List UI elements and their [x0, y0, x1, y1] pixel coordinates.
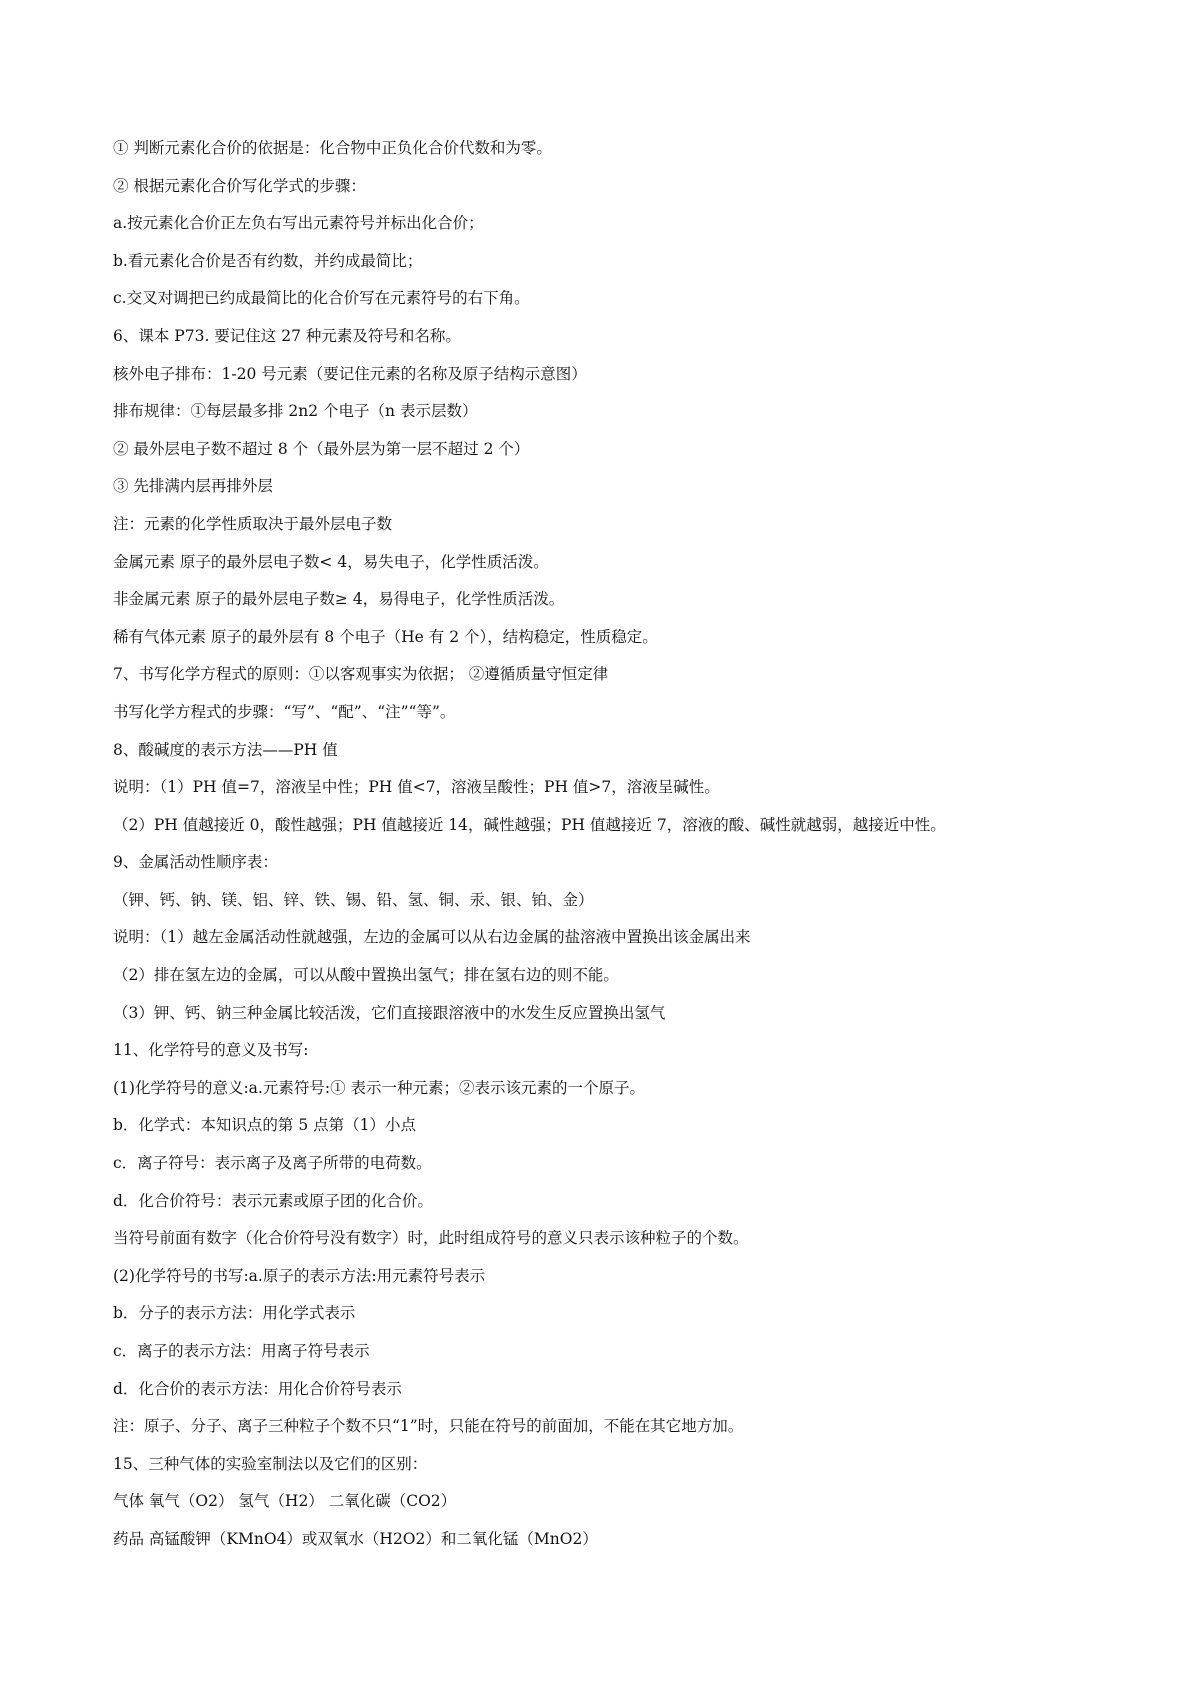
text-line: c.交叉对调把已约成最简比的化合价写在元素符号的右下角。 [113, 289, 530, 308]
text-line: 稀有气体元素 原子的最外层有 8 个电子（He 有 2 个），结构稳定，性质稳定。 [113, 627, 658, 646]
text-line: ① 判断元素化合价的依据是：化合物中正负化合价代数和为零。 [113, 139, 552, 157]
text-line: d．化合价的表示方法：用化合价符号表示 [113, 1379, 402, 1398]
text-line: 药品 高锰酸钾（KMnO4）或双氧水（H2O2）和二氧化锰（MnO2） [113, 1529, 598, 1548]
document-body [113, 130, 1073, 1559]
text-line: (2)化学符号的书写:a.原子的表示方法:用元素符号表示 [113, 1266, 486, 1285]
text-line: 书写化学方程式的步骤：“写”、“配”、“注”“等”。 [113, 702, 456, 721]
text-line: ② 最外层电子数不超过 8 个（最外层为第一层不超过 2 个） [113, 439, 530, 458]
text-line: 排布规律：①每层最多排 2n2 个电子（n 表示层数） [113, 402, 478, 421]
text-line: （钾、钙、钠、镁、铝、锌、铁、锡、铅、氢、铜、汞、银、铂、金） [113, 890, 594, 909]
section-heading: 9、金属活动性顺序表： [113, 853, 278, 872]
text-line: a.按元素化合价正左负右写出元素符号并标出化合价； [113, 214, 484, 233]
text-line: 注：元素的化学性质取决于最外层电子数 [113, 514, 393, 533]
text-line: ③ 先排满内层再排外层 [113, 477, 273, 496]
text-line: c．离子的表示方法：用离子符号表示 [113, 1342, 370, 1360]
section-heading: 6、课本 P73. 要记住这 27 种元素及符号和名称。 [113, 326, 461, 345]
section-heading: 7、书写化学方程式的原则：①以客观事实为依据； ②遵循质量守恒定律 [113, 665, 609, 684]
text-line: b.看元素化合价是否有约数，并约成最简比； [113, 251, 423, 270]
text-line: （3）钾、钙、钠三种金属比较活泼，它们直接跟溶液中的水发生反应置换出氢气 [113, 1003, 666, 1022]
text-line: （2）PH 值越接近 0，酸性越强；PH 值越接近 14，碱性越强；PH 值越接近 7，溶液的酸、碱性就越弱，越接近中性。 [113, 815, 946, 834]
text-line: 当符号前面有数字（化合价符号没有数字）时，此时组成符号的意义只表示该种粒子的个数。 [113, 1229, 749, 1248]
text-line: 说明：（1）越左金属活动性就越强，左边的金属可以从右边金属的盐溶液中置换出该金属出来 [113, 928, 751, 947]
text-line: b．化学式：本知识点的第 5 点第（1）小点 [113, 1116, 417, 1135]
section-heading: 11、化学符号的意义及书写: [113, 1041, 309, 1060]
text-line: 气体 氧气（O2） 氢气（H2） 二氧化碳（CO2） [113, 1492, 457, 1511]
text-line: 非金属元素 原子的最外层电子数≥ 4，易得电子，化学性质活泼。 [113, 590, 565, 609]
text-line: ② 根据元素化合价写化学式的步骤： [113, 176, 366, 195]
text-line: 核外电子排布：1-20 号元素（要记住元素的名称及原子结构示意图） [113, 364, 587, 383]
text-line: 金属元素 原子的最外层电子数< 4，易失电子，化学性质活泼。 [113, 552, 549, 571]
text-line: （2）排在氢左边的金属，可以从酸中置换出氢气；排在氢右边的则不能。 [113, 966, 619, 985]
text-line: 注：原子、分子、离子三种粒子个数不只“1”时，只能在符号的前面加，不能在其它地方加。 [113, 1417, 744, 1436]
text-line: 说明：（1）PH 值=7，溶液呈中性；PH 值<7，溶液呈酸性；PH 值>7，溶液呈碱性。 [113, 778, 720, 797]
text-line: (1)化学符号的意义:a.元素符号:① 表示一种元素；②表示该元素的一个原子。 [113, 1078, 645, 1097]
section-heading: 15、三种气体的实验室制法以及它们的区别： [113, 1454, 428, 1473]
text-line: c．离子符号：表示离子及离子所带的电荷数。 [113, 1154, 432, 1173]
text-line: d．化合价符号：表示元素或原子团的化合价。 [113, 1191, 433, 1210]
text-line: b．分子的表示方法：用化学式表示 [113, 1304, 356, 1323]
section-heading: 8、酸碱度的表示方法——PH 值 [113, 740, 338, 759]
